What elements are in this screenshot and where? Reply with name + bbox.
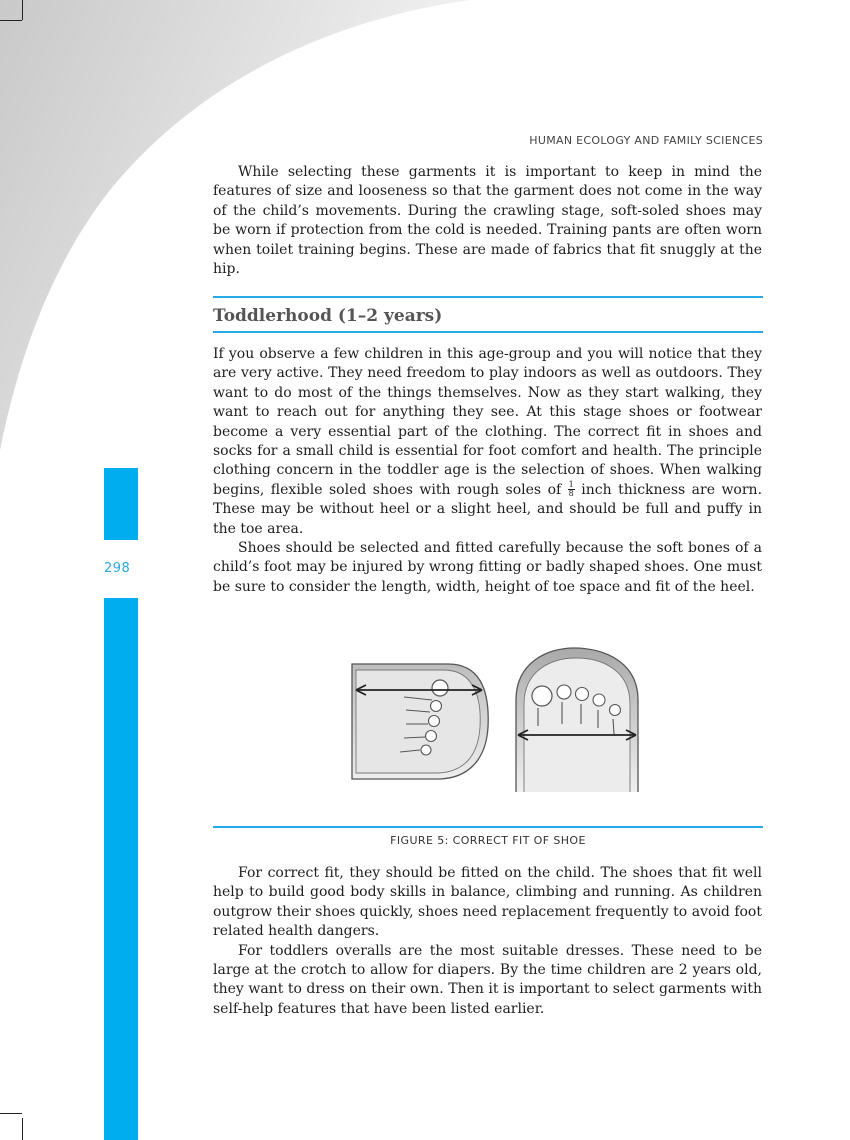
closing-paragraph-2: For toddlers overalls are the most suitable dresses. These need to be large at the crotch to allow for diapers. By the time children are 2 years old, they want to dress on their own. Then it is important to select garments with self-help features that have been listed earlier. bbox=[213, 942, 762, 1017]
closing-block bbox=[213, 864, 762, 1019]
section-rule-top bbox=[213, 296, 763, 298]
fraction-numerator: 1 bbox=[568, 480, 574, 490]
shoe-fit-illustration bbox=[348, 642, 646, 808]
sidebar-bar-lower bbox=[104, 598, 138, 1140]
paragraph-text: If you observe a few children in this age-group and you will notice that they are very active. They need freedom to play indoors as well as outdoors. They want to do most of the things themselves. Now as they start walking, they want to reach out for anything they see. At this stage shoes or footwear become a very essential part of the clothing. The correct fit in shoes and socks for a small child is essential for foot comfort and health. The principle clothing concern in the toddler age is the selection of shoes. When walking begins, flexible soled shoes with rough soles of bbox=[213, 346, 762, 498]
intro-paragraph: While selecting these garments it is important to keep in mind the features of size and looseness so that the garment does not come in the way of the child’s movements. During the crawling stage, soft-soled shoes may be worn if protection from the cold is needed. Training pants are often worn when toilet training begins. These are made of fabrics that fit snuggly at the hip. bbox=[213, 164, 762, 278]
paragraph-text: inch thickness are worn. These may be without heel or a slight heel, and should be full and puffy in the toe area. bbox=[213, 481, 763, 537]
figure-caption: FIGURE 5: CORRECT FIT OF SHOE bbox=[390, 834, 586, 847]
section-paragraph-2: Shoes should be selected and fitted carefully because the soft bones of a child’s foot may be injured by wrong fitting or badly shaped shoes. One must be sure to consider the length, width, height of toe space and fit of the heel. bbox=[213, 540, 762, 595]
crop-mark bbox=[0, 20, 22, 21]
section-paragraph-1 bbox=[213, 345, 762, 539]
sidebar-bar-upper bbox=[104, 468, 138, 540]
closing-paragraph-1: For correct fit, they should be fitted on the child. The shoes that fit well help to build good body skills in balance, climbing and running. As children outgrow their shoes quickly, shoes need replacement frequently to avoid foot related health dangers. bbox=[213, 865, 762, 940]
shoe-width-view bbox=[516, 648, 638, 792]
page-number: 298 bbox=[104, 561, 131, 576]
section-rule-bottom bbox=[213, 331, 763, 333]
crop-mark bbox=[22, 1118, 23, 1140]
running-header: HUMAN ECOLOGY AND FAMILY SCIENCES bbox=[529, 134, 763, 147]
shoe-length-view bbox=[352, 664, 488, 779]
section-body bbox=[213, 345, 762, 597]
crop-mark bbox=[0, 1113, 22, 1114]
section-title: Toddlerhood (1–2 years) bbox=[213, 306, 443, 326]
crop-mark bbox=[22, 0, 23, 20]
fraction-denominator: 8 bbox=[568, 489, 574, 499]
intro-block bbox=[213, 163, 762, 279]
fraction bbox=[568, 481, 575, 498]
figure-rule bbox=[213, 826, 763, 828]
